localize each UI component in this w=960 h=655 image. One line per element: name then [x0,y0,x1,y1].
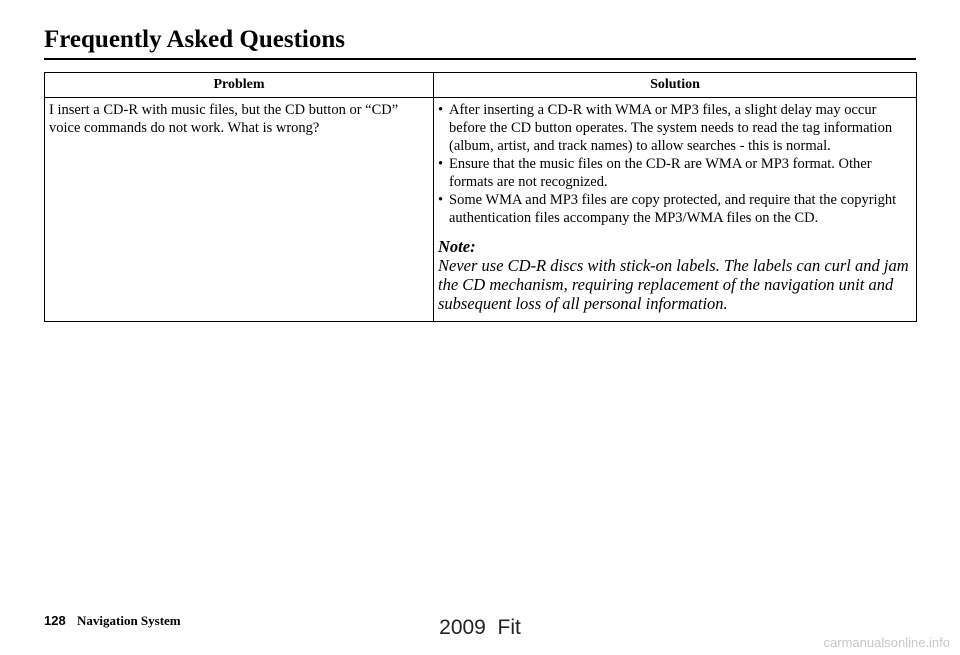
solution-list [438,101,912,227]
site-watermark: carmanualsonline.info [823,635,950,650]
section-name: Navigation System [77,613,181,628]
list-item [438,155,912,191]
note-text: Never use CD-R discs with stick-on labels. The labels can curl and jam the CD mechanism, requiring replacement of the navigation unit and subsequent loss of all personal information. [438,256,909,313]
bullet-icon: • [438,192,444,208]
model-watermark: 2009 Fit [439,616,521,639]
bullet-icon: • [438,156,444,172]
solution-cell [434,98,917,322]
bullet-icon: • [438,102,444,118]
problem-cell: I insert a CD-R with music files, but the CD button or “CD” voice commands do not work. What is wrong? [45,98,434,322]
solution-text: Ensure that the music files on the CD-R are WMA or MP3 format. Other formats are not recognized. [449,156,872,190]
solution-text: Some WMA and MP3 files are copy protected, and require that the copyright authentication files accompany the MP3/WMA files on the CD. [449,192,897,226]
table-row [45,98,917,322]
note-label: Note: [438,237,476,256]
list-item [438,101,912,155]
page-number: 128 [44,613,66,628]
faq-table [44,72,917,322]
header-problem: Problem [45,73,434,98]
list-item [438,191,912,227]
table-header-row [45,73,917,98]
header-solution: Solution [434,73,917,98]
title-divider [44,58,916,60]
solution-text: After inserting a CD-R with WMA or MP3 files, a slight delay may occur before the CD button operates. The system needs to read the tag information (album, artist, and track names) to allow searches - this is normal. [449,102,893,154]
page-title: Frequently Asked Questions [44,26,345,53]
